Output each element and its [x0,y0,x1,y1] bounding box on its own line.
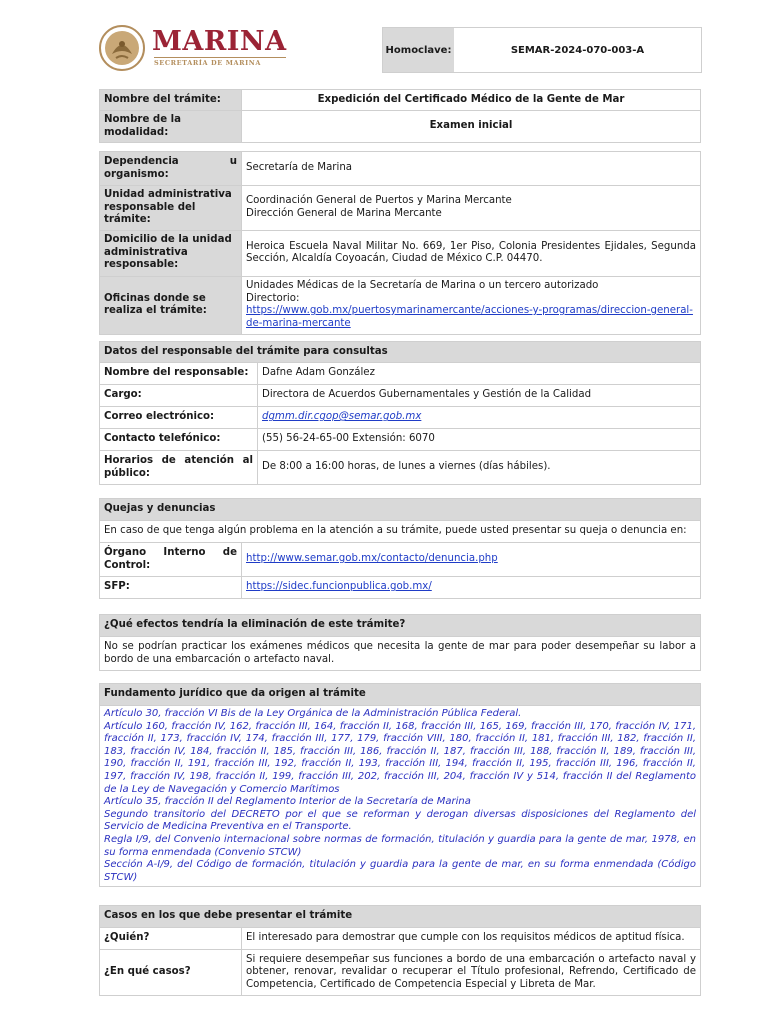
fundamento-item: Segundo transitorio del DECRETO por el que se reforman y derogan diversas disposiciones del Reglamento del Servicio de Medicina Preventiva en el Transporte. [104,808,696,833]
tramite-table [99,89,701,143]
correo-value [258,407,701,429]
casos-table [99,905,701,996]
efectos-title: ¿Qué efectos tendría la eliminación de este trámite? [100,615,701,637]
unidad-value-line1: Coordinación General de Puertos y Marina Mercante [246,195,512,207]
logo-subtitle: SECRETARÍA DE MARINA [154,59,261,67]
responsable-title: Datos del responsable del trámite para consultas [100,342,701,363]
modalidad-value: Examen inicial [242,111,701,143]
quejas-title: Quejas y denuncias [100,499,701,521]
efectos-table [99,614,701,671]
marina-logo [98,24,298,76]
organo-value [242,543,701,577]
denuncia-link[interactable]: http://www.semar.gob.mx/contacto/denuncia.php [246,553,498,565]
casos-value: Si requiere desempeñar sus funciones a bordo de una embarcación o artefacto naval y obtener, renovar, revalidar o recuperar el Título profesional, Refrendo, Certificado de Competencia, Certificado de Competencia Especial y Libreta de Mar. [242,950,701,996]
logo-wordmark: MARINA [152,26,287,57]
unidad-value-line2: Dirección General de Marina Mercante [246,207,442,219]
organo-label: Órgano Interno de Control: [100,543,242,577]
unidad-value [242,186,701,231]
oficinas-value-line2: Directorio: [246,292,300,304]
email-link[interactable]: dgmm.dir.cgop@semar.gob.mx [262,411,422,423]
fundamento-list [100,706,701,887]
responsable-name-label: Nombre del responsable: [100,363,258,385]
fundamento-item: Artículo 35, fracción II del Reglamento Interior de la Secretaría de Marina [104,796,471,808]
efectos-text: No se podrían practicar los exámenes médicos que necesita la gente de mar para poder desempeñar su labor a bordo de una embarcación o artefacto naval. [100,637,701,671]
modalidad-label: Nombre de la modalidad: [100,111,242,143]
fundamento-table [99,683,701,887]
fundamento-item: Artículo 160, fracción IV, 162, fracción III, 164, fracción II, 168, fracción III, 165, 169, fracción III, 170, fracción IV, 171, fracción II, 173, fracción IV, 174, fracción III, 177, 179, fracción VIII, 180, fracción II, 181, fracción III, 182, fracción II, 183, fracción IV, 184, fracción II, 185, fracción III, 186, fracción II, 187, fracción III, 188, fracción II, 189, fracción III, 190, fracción II, 191, fracción III, 192, fracción II, 193, fracción III, 194, fracción II, 195, fracción III, 196, fracción II, 197, fracción IV, 198, fracción II, 199, fracción III, 202, fracción III, 204, fracción IV y 514, fracción II del Reglamento de la Ley de Navegación y Comercio Marítimos [104,720,696,795]
quien-label: ¿Quién? [100,928,242,950]
contacto-value: (55) 56-24-65-00 Extensión: 6070 [258,429,701,451]
casos-title: Casos en los que debe presentar el trámite [100,906,701,928]
quejas-intro: En caso de que tenga algún problema en la atención a su trámite, puede usted presentar su queja o denuncia en: [100,521,701,543]
homoclave-label: Homoclave: [383,28,454,72]
responsable-name-value: Dafne Adam González [258,363,701,385]
tramite-name-label: Nombre del trámite: [100,90,242,111]
fundamento-title: Fundamento jurídico que da origen al trámite [100,684,701,706]
cargo-value: Directora de Acuerdos Gubernamentales y Gestión de la Calidad [258,385,701,407]
dependencia-value: Secretaría de Marina [242,152,701,186]
oficinas-value [242,276,701,334]
tramite-name-value: Expedición del Certificado Médico de la Gente de Mar [242,90,701,111]
correo-label: Correo electrónico: [100,407,258,429]
quejas-table [99,498,701,599]
fundamento-item: Artículo 30, fracción VI Bis de la Ley Orgánica de la Administración Pública Federal. [104,708,522,719]
cargo-label: Cargo: [100,385,258,407]
horarios-value: De 8:00 a 16:00 horas, de lunes a viernes (días hábiles). [258,451,701,485]
homoclave-box [382,27,702,73]
domicilio-label: Domicilio de la unidad administrativa responsable: [100,230,242,276]
sfp-link[interactable]: https://sidec.funcionpublica.gob.mx/ [246,581,432,593]
quien-value: El interesado para demostrar que cumple con los requisitos médicos de aptitud física. [242,928,701,950]
fundamento-item: Regla I/9, del Convenio internacional sobre normas de formación, titulación y guardia para la gente de mar, 1978, en su forma enmendada (Convenio STCW) [104,833,696,858]
contacto-label: Contacto telefónico: [100,429,258,451]
dependencia-label: Dependencia u organismo: [100,152,242,186]
horarios-label: Horarios de atención al público: [100,451,258,485]
casos-label: ¿En qué casos? [100,950,242,996]
dependencia-table [99,151,701,335]
sfp-value [242,577,701,599]
responsable-table [99,341,701,485]
oficinas-value-line1: Unidades Médicas de la Secretaría de Marina o un tercero autorizado [246,280,599,291]
logo-divider [154,57,286,58]
unidad-label: Unidad administrativa responsable del trámite: [100,186,242,231]
homoclave-value: SEMAR-2024-070-003-A [510,44,645,56]
sfp-label: SFP: [100,577,242,599]
fundamento-item: Sección A-I/9, del Código de formación, titulación y guardia para la gente de mar, en su forma enmendada (Código STCW) [104,859,696,883]
oficinas-label: Oficinas donde se realiza el trámite: [100,276,242,334]
eagle-emblem-icon [98,24,146,72]
directorio-link[interactable]: https://www.gob.mx/puertosymarinamercante/acciones-y-programas/direccion-general-de-marina-mercante [246,305,693,329]
domicilio-value: Heroica Escuela Naval Militar No. 669, 1er Piso, Colonia Presidentes Ejidales, Segunda Sección, Alcaldía Coyoacán, Ciudad de México C.P. 04470. [242,230,701,276]
